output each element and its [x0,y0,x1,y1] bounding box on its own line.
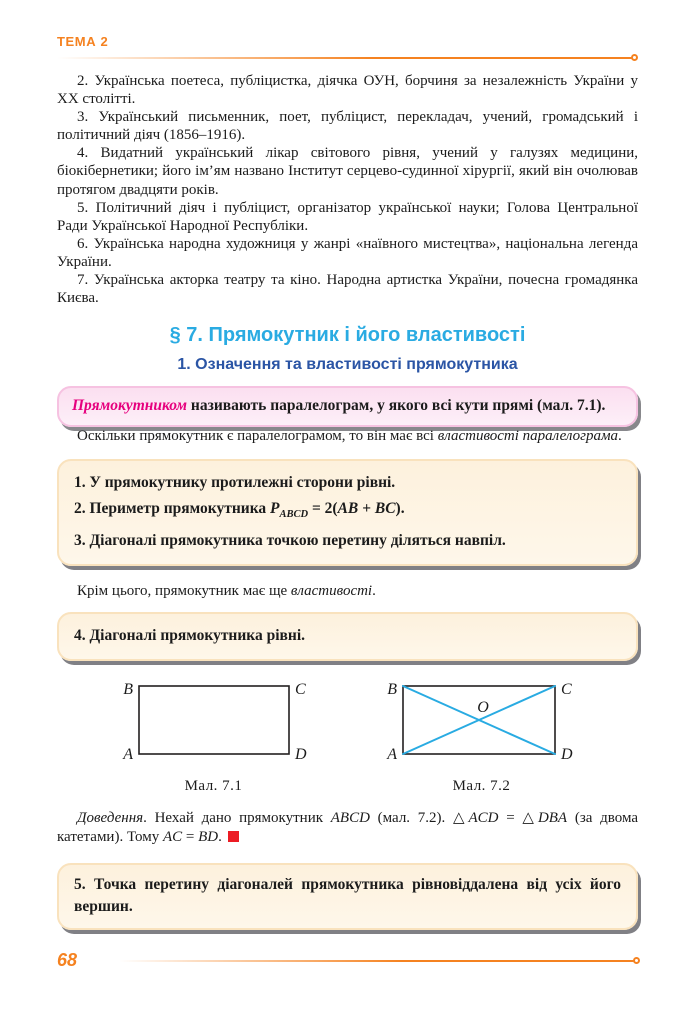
property-item [74,496,621,528]
paragraph-more-properties [57,582,638,601]
proof-variable: ACD [468,810,499,827]
figure-caption: Мал. 7.1 [184,778,243,795]
vertex-label-d: D [294,746,307,764]
proof-text: = [182,829,199,846]
proof-text: . Нехай дано прямокутник [143,810,331,827]
list-item [57,199,638,235]
vertex-label-c: C [560,681,572,699]
figure-rectangle [111,674,317,795]
proof-text: = [498,810,523,827]
center-label-o: O [476,699,489,717]
proof-variable: DBA [537,810,568,827]
list-item [57,72,638,108]
qed-marker [228,831,239,842]
item-number: 4. [77,145,89,162]
formula-subscript: ABCD [279,509,309,521]
paragraph-text: . [372,583,376,600]
property-box-4 [57,612,638,661]
definition-rest: називають паралелограм, у якого всі кути прямі (мал. 7.1). [187,397,606,415]
figures-row [57,674,638,795]
proof-text: . [218,829,222,846]
list-item [57,271,638,307]
vertex-label-b: B [122,681,133,699]
paragraph-text: . [618,428,622,445]
property-number: 5. [74,876,86,894]
property-box-5 [57,863,638,930]
definition-box [57,386,638,427]
list-item [57,108,638,144]
vertex-label-a: A [122,746,133,764]
item-number: 3. [77,109,89,126]
property-item [74,623,621,649]
item-text: Українська народна художниця у жанрі «наївного мистецтва», національна легенда України. [57,235,638,270]
vertex-label-d: D [560,746,573,764]
property-text: У прямокутнику протилежні сторони рівні. [89,474,396,492]
vertex-label-a: A [386,746,397,764]
list-item [57,235,638,271]
property-number: 4. [74,627,86,645]
item-text: Українська акторка театру та кіно. Народна артистка України, почесна громадянка Києва. [57,272,639,307]
paragraph-text: Крім цього, прямокутник має ще [77,583,291,600]
property-text: Діагоналі прямокутника точкою перетину діляться навпіл. [89,532,506,550]
proof-label: Доведення [77,810,144,827]
rectangle-diagonals-diagram [379,674,585,764]
property-item [74,528,621,554]
footer-rule-line [119,960,634,962]
property-item [74,470,621,496]
triangle-symbol: △ [453,810,469,827]
property-number: 2. [74,500,86,518]
item-text: Український письменник, поет, публіцист, перекладач, учений, громадський і політичний діяч (1856–1916). [57,109,638,144]
proof-paragraph [57,809,638,847]
item-number: 6. [77,235,89,252]
property-text: Діагоналі прямокутника рівні. [89,627,306,645]
formula-text: = 2( [308,500,338,518]
rectangle-diagram [111,674,317,764]
item-text: Політичний діяч і публіцист, організатор української науки; Голова Центральної Ради Української Народної Республіки. [57,199,638,234]
vertex-label-c: C [294,681,306,699]
header-rule [57,54,638,61]
property-number: 3. [74,532,86,550]
property-text: Периметр прямокутника [89,500,271,518]
proof-text: (за двома катетами). Тому [57,810,639,846]
paragraph-text: Оскільки прямокутник є паралелограмом, то він має всі [77,428,438,445]
property-number: 1. [74,474,86,492]
proof-variable: AC [162,829,183,846]
item-text: Видатний український лікар світового рівня, учений у галузях медицини, біокібернетики; його ім’ям названо Інститут серцево-судинної хірургії, який він очолював протягом двадцяти років. [57,145,638,198]
paragraph-emphasis: властивості [290,583,373,600]
definition-text [72,395,623,416]
item-number: 7. [77,272,89,289]
item-number: 5. [77,199,89,216]
proof-variable: BD [198,829,219,846]
header-rule-line [57,57,632,59]
page-number: 68 [57,950,78,970]
section-subtitle: 1. Означення та властивості прямокутника [177,356,518,374]
section-title: § 7. Прямокутник і його властивості [169,324,526,347]
proof-variable: ABCD [330,810,370,827]
paragraph-parallelogram [57,427,638,446]
page-footer [57,950,640,971]
vertex-label-b: B [386,681,397,699]
quiz-descriptions [57,72,638,307]
footer-rule-dot-icon [633,957,640,964]
properties-box-1-3 [57,459,638,566]
formula-variable: P [270,500,280,518]
triangle-symbol: △ [522,810,538,827]
rectangle-shape [139,686,289,754]
formula-expression: AB + BC [337,500,396,518]
property-item [74,874,621,918]
item-text: Українська поетеса, публіцистка, діячка ОУН, борчиня за незалежність України у ХХ столітті. [57,73,639,108]
proof-text: (мал. 7.2). [369,810,453,827]
theme-label: ТЕМА 2 [57,34,109,49]
paragraph-emphasis: властивості паралелограма [437,428,619,445]
definition-term: Прямокутником [72,397,188,415]
header-rule-dot-icon [631,54,638,61]
figure-caption: Мал. 7.2 [452,778,511,795]
item-number: 2. [77,73,89,89]
property-text: Точка перетину діагоналей прямокутника рівновіддалена від усіх його вершин. [74,876,621,916]
formula-text: ). [395,500,405,518]
list-item [57,144,638,198]
figure-rectangle-diagonals [379,674,585,795]
